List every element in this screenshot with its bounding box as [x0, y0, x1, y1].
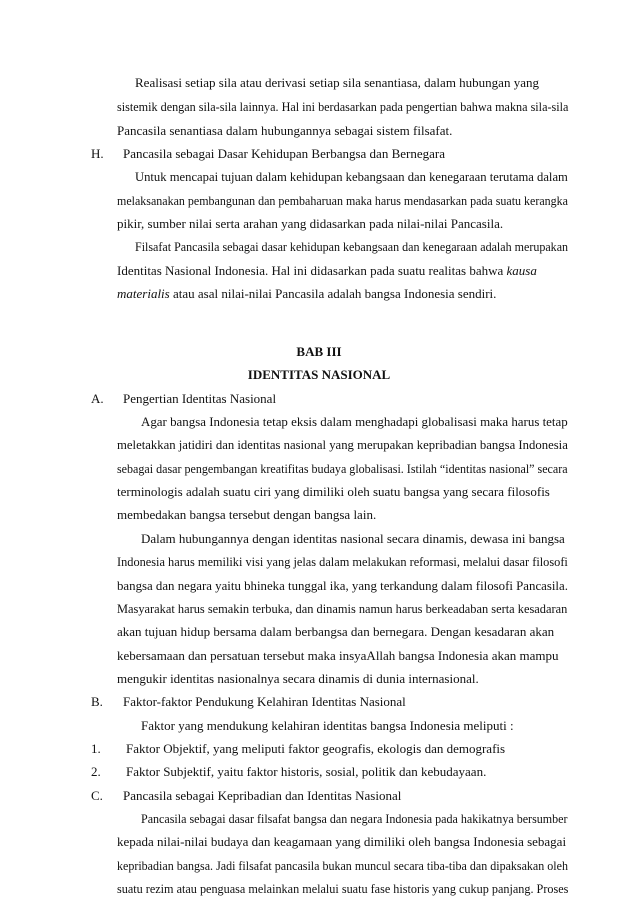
list-item: Faktor Objektif, yang meliputi faktor geografis, ekologis dan demografis [126, 740, 506, 756]
paragraph-line: sistemik dengan sila-sila lainnya. Hal ini berdasarkan pada pengertian bahwa makna sila-sila [117, 99, 569, 115]
paragraph-line [117, 262, 537, 280]
paragraph-line: suatu rezim atau penguasa melainkan melalui suatu fase historis yang cukup panjang. Proses [117, 881, 569, 896]
paragraph-text: atau asal nilai-nilai Pancasila adalah bangsa Indonesia sendiri. [172, 286, 497, 302]
paragraph-line: kepribadian bangsa. Jadi filsafat pancasila bukan muncul secara tiba-tiba dan dipaksakan oleh [117, 857, 568, 873]
paragraph-line: Untuk mencapai tujuan dalam kehidupan kebangsaan dan kenegaraan terutama dalam [135, 169, 568, 185]
paragraph-line: membedakan bangsa tersebut dengan bangsa lain. [117, 507, 377, 523]
italic-term: materialis [117, 286, 170, 302]
paragraph-line: meletakkan jatidiri dan identitas nasional yang merupakan kepribadian bangsa Indonesia [117, 437, 568, 453]
paragraph-line: Filsafat Pancasila sebagai dasar kehidupan kebangsaan dan kenegaraan adalah merupakan [135, 239, 569, 255]
list-number: 2. [91, 764, 101, 780]
paragraph-line [117, 285, 496, 303]
paragraph-line: Agar bangsa Indonesia tetap eksis dalam menghadapi globalisasi maka harus tetap [141, 414, 568, 429]
section-heading: Pancasila sebagai Kepribadian dan Identitas Nasional [123, 787, 402, 803]
paragraph-line: kebersamaan dan persatuan tersebut maka insyaAllah bangsa Indonesia akan mampu [117, 647, 559, 663]
section-heading: Pengertian Identitas Nasional [123, 390, 277, 406]
paragraph-line: Pancasila sebagai dasar filsafat bangsa dan negara Indonesia pada hakikatnya bersumber [141, 811, 568, 826]
paragraph-text: Identitas Nasional Indonesia. Hal ini didasarkan pada suatu realitas bahwa [117, 262, 504, 278]
paragraph-line: kepada nilai-nilai budaya dan keagamaan yang dimiliki oleh bangsa Indonesia sebagai [117, 834, 567, 850]
paragraph-line: akan tujuan hidup bersama dalam berbangsa dan bernegara. Dengan kesadaran akan [117, 624, 555, 640]
paragraph-line: Masyarakat harus semakin terbuka, dan dinamis namun harus berkeadaban serta kesadaran [117, 600, 568, 616]
paragraph-line: Realisasi setiap sila atau derivasi setiap sila senantiasa, dalam hubungan yang [135, 75, 539, 90]
paragraph-line: Dalam hubungannya dengan identitas nasional secara dinamis, dewasa ini bangsa [141, 530, 565, 546]
section-heading: Pancasila sebagai Dasar Kehidupan Berbangsa dan Bernegara [123, 146, 445, 161]
chapter-title: IDENTITAS NASIONAL [247, 367, 391, 383]
paragraph-line: Indonesia harus memiliki visi yang jelas dalam melakukan reformasi, melalui dasar filosofi [117, 554, 568, 570]
paragraph-line: bangsa dan negara yaitu bhineka tunggal ika, yang terkandung dalam filosofi Pancasila. [117, 577, 568, 593]
chapter-number: BAB III [296, 344, 342, 359]
italic-term: kausa [506, 262, 537, 278]
paragraph-line: Pancasila senantiasa dalam hubungannya sebagai sistem filsafat. [117, 122, 453, 138]
section-heading: Faktor-faktor Pendukung Kelahiran Identitas Nasional [123, 694, 406, 710]
paragraph-line: terminologis adalah suatu ciri yang dimiliki oleh suatu bangsa yang secara filosofis [117, 484, 550, 500]
paragraph-line: melaksanakan pembangunan dan pembaharuan maka harus mendasarkan pada suatu kerangka [117, 192, 568, 208]
paragraph-line: sebagai dasar pengembangan kreatifitas budaya globalisasi. Istilah “identitas nasional” secara [117, 460, 568, 476]
section-label: B. [91, 694, 103, 710]
section-label: C. [91, 787, 103, 803]
section-label: H. [91, 146, 104, 161]
list-number: 1. [91, 740, 101, 756]
paragraph-line: Faktor yang mendukung kelahiran identitas bangsa Indonesia meliputi : [141, 717, 514, 733]
list-item: Faktor Subjektif, yaitu faktor historis, sosial, politik dan kebudayaan. [126, 764, 487, 780]
paragraph-line: pikir, sumber nilai serta arahan yang didasarkan pada nilai-nilai Pancasila. [117, 216, 504, 231]
section-label: A. [91, 390, 104, 406]
paragraph-line: mengukir identitas nasionalnya secara dinamis di dunia internasional. [117, 670, 479, 686]
